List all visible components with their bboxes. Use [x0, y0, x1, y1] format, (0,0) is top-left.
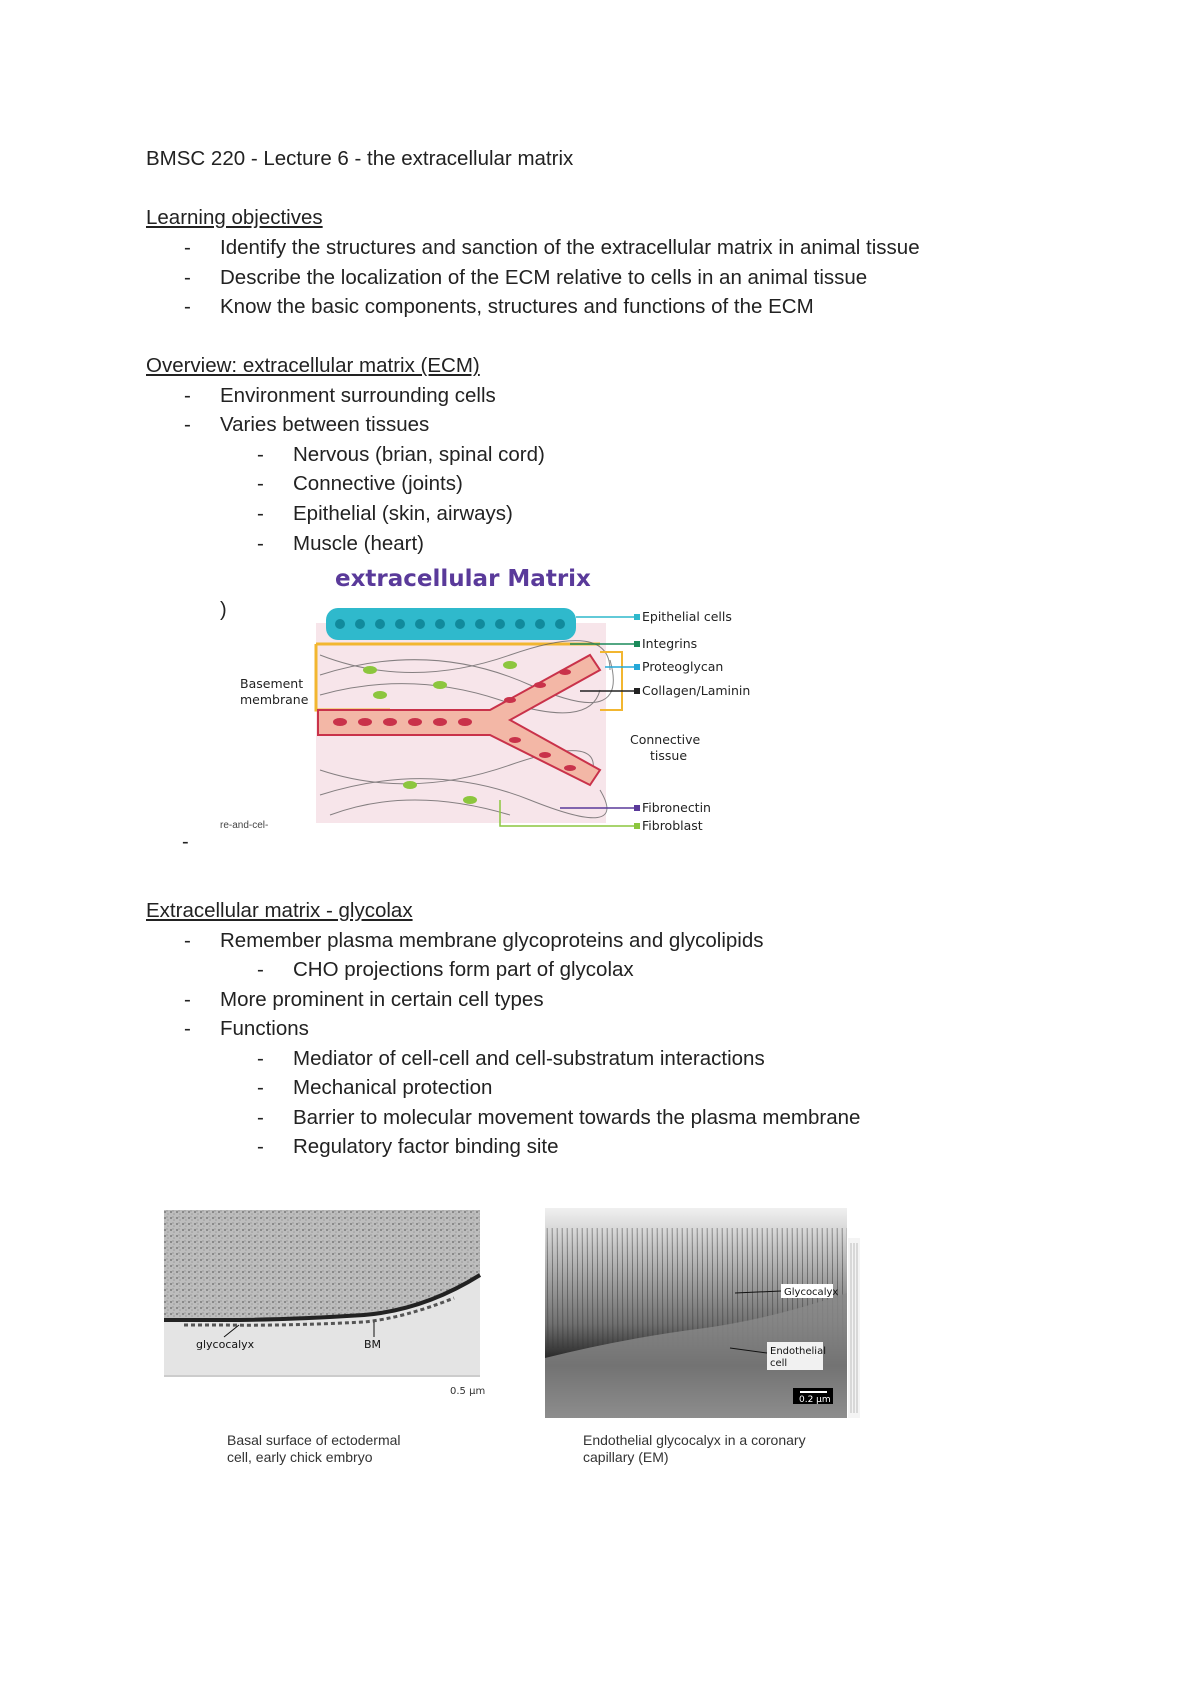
label-glycocalyx-left: glycocalyx	[196, 1338, 255, 1351]
label-bm: BM	[364, 1338, 382, 1351]
label-epithelial-cells: Epithelial cells	[642, 609, 732, 624]
connective-label-1: Connective	[630, 732, 701, 747]
diagram-title: extracellular Matrix	[335, 566, 591, 592]
caption-left: Basal surface of ectodermal cell, early chick embryo	[227, 1432, 401, 1465]
ecm-diagram	[182, 560, 770, 853]
document-page: BMSC 220 - Lecture 6 - the extracellular matrix Learning objectives - Identify the structures and sanction of the extracellular matrix in animal tissue - Describe the localization of the ECM relative to cells in an animal tissue - Know the basic components, structures and functions of the ECM Overview: extracellular matrix (ECM) - Environment surrounding cells - Varies between tissues - Nervous (brian, spinal cord) - Connective (joints) - Epithelial (skin, airways) - Muscle (heart) extracellular Matrix ) Basement membrane Connective tissue Epithelial cells Integrins Proteoglycan Collagen/Laminin Fibronectin Fibroblast re-and-cel- - Extracellular matrix - glycolax - Remember plasma membrane glycoproteins and glycolipids - CHO projections form part of glycolax - More prominent in certain cell types - Functions - Mediator of cell-cell and cell-substratum interactions - Mechanical protection - Barrier to molecular movement towards the plasma membrane - Regulatory factor binding site glycocalyx BM 0.5 µm Basal surface of ectodermal cell, early chick embryo Glycocalyx Endothelial cell 0.2 µm Endothelial glycocalyx in a coronary capillary (EM)	[146, 147, 920, 1465]
label-proteoglycan: Proteoglycan	[642, 659, 724, 674]
micrograph-endothelial-glycocalyx	[545, 1208, 865, 1423]
trailing-dash: -	[182, 831, 189, 853]
section-heading-glycolax: Extracellular matrix - glycolax	[146, 899, 413, 922]
label-fibronectin: Fibronectin	[642, 800, 711, 815]
section-heading-overview: Overview: extracellular matrix (ECM)	[146, 354, 480, 377]
connective-label-2: tissue	[650, 748, 688, 763]
paren-fragment: )	[220, 599, 227, 621]
epithelial-cells	[326, 608, 576, 640]
basement-membrane-label-1: Basement	[240, 676, 304, 691]
caption-right: Endothelial glycocalyx in a coronary capillary (EM)	[583, 1432, 806, 1465]
scale-left: 0.5 µm	[450, 1386, 486, 1397]
label-endothelial: Endothelial	[770, 1346, 826, 1357]
micrograph-basal-surface	[164, 1210, 484, 1400]
scale-right: 0.2 µm	[799, 1395, 831, 1405]
label-glycocalyx-right: Glycocalyx	[784, 1287, 839, 1298]
label-fibroblast: Fibroblast	[642, 818, 703, 833]
label-integrins: Integrins	[642, 636, 698, 651]
label-collagen-laminin: Collagen/Laminin	[642, 683, 751, 698]
basement-membrane-label-2: membrane	[240, 692, 309, 707]
source-fragment: re-and-cel-	[220, 820, 269, 831]
page-title: BMSC 220 - Lecture 6 - the extracellular matrix	[146, 147, 574, 170]
label-cell: cell	[770, 1358, 788, 1369]
section-heading-learning-objectives: Learning objectives	[146, 206, 323, 229]
